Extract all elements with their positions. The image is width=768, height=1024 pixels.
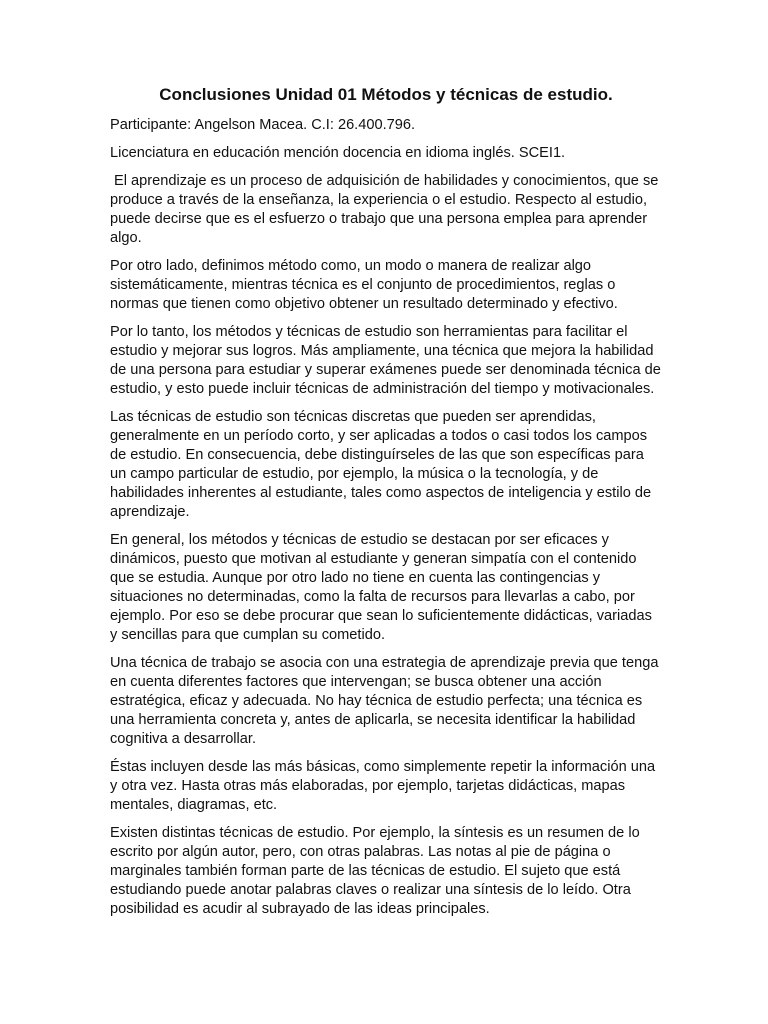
participant-line: Participante: Angelson Macea. C.I: 26.400.796. [110,117,416,133]
paragraph-metodo-tecnica: Por otro lado, definimos método como, un modo o manera de realizar algo sistemáticamente, mientras técnica es el conjunto de procedimientos, reglas o normas que tienen como objetivo obtener un resultado determinado y efectivo. [110,258,618,312]
paragraph-aprendizaje: El aprendizaje es un proceso de adquisición de habilidades y conocimientos, que se produce a través de la enseñanza, la experiencia o el estudio. Respecto al estudio, puede decirse que es el esfuerzo o trabajo que una persona emplea para aprender algo. [110,173,659,246]
paragraph-eficaces-dinamicos: En general, los métodos y técnicas de estudio se destacan por ser eficaces y dinámicos, puesto que motivan al estudiante y generan simpatía con el contenido que se estudia. Aunque por otro lado no tiene en cuenta las contingencias y situaciones no determinadas, como la falta de recursos para llevarlas a cabo, por ejemplo. Por eso se debe procurar que sean lo suficientemente didácticas, variadas y sencillas para que cumplan su cometido. [110,532,652,643]
paragraph-estrategia: Una técnica de trabajo se asocia con una estrategia de aprendizaje previa que tenga en cuenta diferentes factores que intervengan; se busca obtener una acción estratégica, eficaz y adecuada. No hay técnica de estudio perfecta; una técnica es una herramienta concreta y, antes de aplicarla, se necesita identificar la habilidad cognitiva a desarrollar. [110,655,659,747]
paragraph-basicas-elaboradas: Éstas incluyen desde las más básicas, como simplemente repetir la información una y otra vez. Hasta otras más elaboradas, por ejemplo, tarjetas didácticas, mapas mentales, diagramas, etc. [110,759,656,813]
paragraph-tecnicas-discretas: Las técnicas de estudio son técnicas discretas que pueden ser aprendidas, generalmente en un período corto, y ser aplicadas a todos o casi todos los campos de estudio. En consecuencia, debe distinguírseles de las que son específicas para un campo particular de estudio, por ejemplo, la música o la tecnología, y de habilidades inherentes al estudiante, tales como aspectos de inteligencia y estilo de aprendizaje. [110,409,652,520]
paragraph-sintesis: Existen distintas técnicas de estudio. Por ejemplo, la síntesis es un resumen de lo escrito por algún autor, pero, con otras palabras. Las notas al pie de página o marginales también forman parte de las técnicas de estudio. El sujeto que está estudiando puede anotar palabras claves o realizar una síntesis de lo leído. Otra posibilidad es acudir al subrayado de las ideas principales. [110,825,640,917]
paragraph-herramientas: Por lo tanto, los métodos y técnicas de estudio son herramientas para facilitar el estudio y mejorar sus logros. Más ampliamente, una técnica que mejora la habilidad de una persona para estudiar y superar exámenes puede ser denominada técnica de estudio, y esto puede incluir técnicas de administración del tiempo y motivacionales. [110,324,661,397]
document-title: Conclusiones Unidad 01 Métodos y técnicas de estudio. [159,85,613,104]
program-line: Licenciatura en educación mención docencia en idioma inglés. SCEI1. [110,145,566,161]
document-body [110,82,662,928]
